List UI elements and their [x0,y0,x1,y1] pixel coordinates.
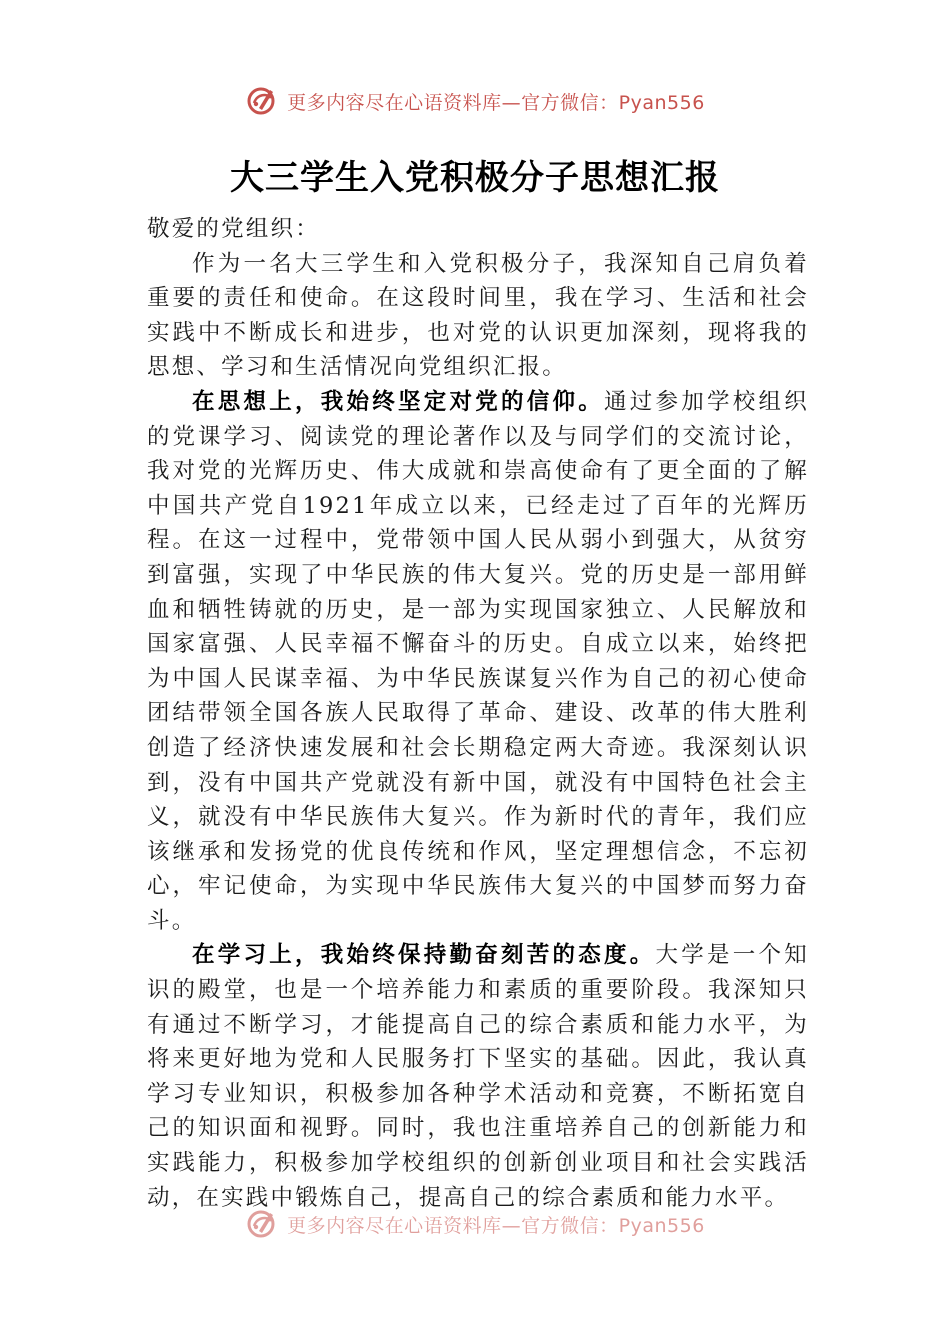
paragraph-lead: 在学习上，我始终保持勤奋刻苦的态度。 [192,942,656,969]
header-watermark [0,84,950,118]
paragraph-text: 大学是一个知识的殿堂，也是一个培养能力和素质的重要阶段。我深知只有通过不断学习，才能提高自己的综合素质和能力水平，为将来更好地为党和人民服务打下坚实的基础。因此，我认真学习专业知识，积极参加各种学术活动和竞赛，不断拓宽自己的知识面和视野。同时，我也注重培养自己的创新能力和实践能力，积极参加学校组织的创新创业项目和社会实践活动，在实践中锻炼自己，提高自己的综合素质和能力水平。 [147,942,809,1211]
paragraph-lead: 在思想上，我始终坚定对党的信仰。 [192,388,605,415]
footer-watermark [0,1207,950,1241]
document-body [147,212,809,1215]
salutation: 敬爱的党组织： [147,216,320,242]
paragraph-thought [147,385,809,939]
paragraph-study [147,938,809,1215]
watermark-text: 更多内容尽在心语资料库—官方微信：Pyan556 [287,1214,705,1237]
seal-logo-icon [245,1207,279,1241]
paragraph-intro [147,247,809,385]
seal-logo-icon [245,84,279,118]
paragraph-text: 通过参加学校组织的党课学习、阅读党的理论著作以及与同学们的交流讨论，我对党的光辉历史、伟大成就和崇高使命有了更全面的了解中国共产党自1921年成立以来，已经走过了百年的光辉历程。在这一过程中，党带领中国人民从弱小到强大，从贫穷到富强，实现了中华民族的伟大复兴。党的历史是一部用鲜血和牺牲铸就的历史，是一部为实现国家独立、人民解放和国家富强、人民幸福不懈奋斗的历史。自成立以来，始终把为中国人民谋幸福、为中华民族谋复兴作为自己的初心使命团结带领全国各族人民取得了革命、建设、改革的伟大胜利创造了经济快速发展和社会长期稳定两大奇迹。我深刻认识到，没有中国共产党就没有新中国，就没有中国特色社会主义，就没有中华民族伟大复兴。作为新时代的青年，我们应该继承和发扬党的优良传统和作风，坚定理想信念，不忘初心，牢记使命，为实现中华民族伟大复兴的中国梦而努力奋斗。 [147,388,809,934]
watermark-text: 更多内容尽在心语资料库—官方微信：Pyan556 [287,91,705,114]
document-title: 大三学生入党积极分子思想汇报 [230,158,720,198]
paragraph-text: 作为一名大三学生和入党积极分子，我深知自己肩负着重要的责任和使命。在这段时间里，我在学习、生活和社会实践中不断成长和进步，也对党的认识更加深刻，现将我的思想、学习和生活情况向党组织汇报。 [147,250,809,381]
